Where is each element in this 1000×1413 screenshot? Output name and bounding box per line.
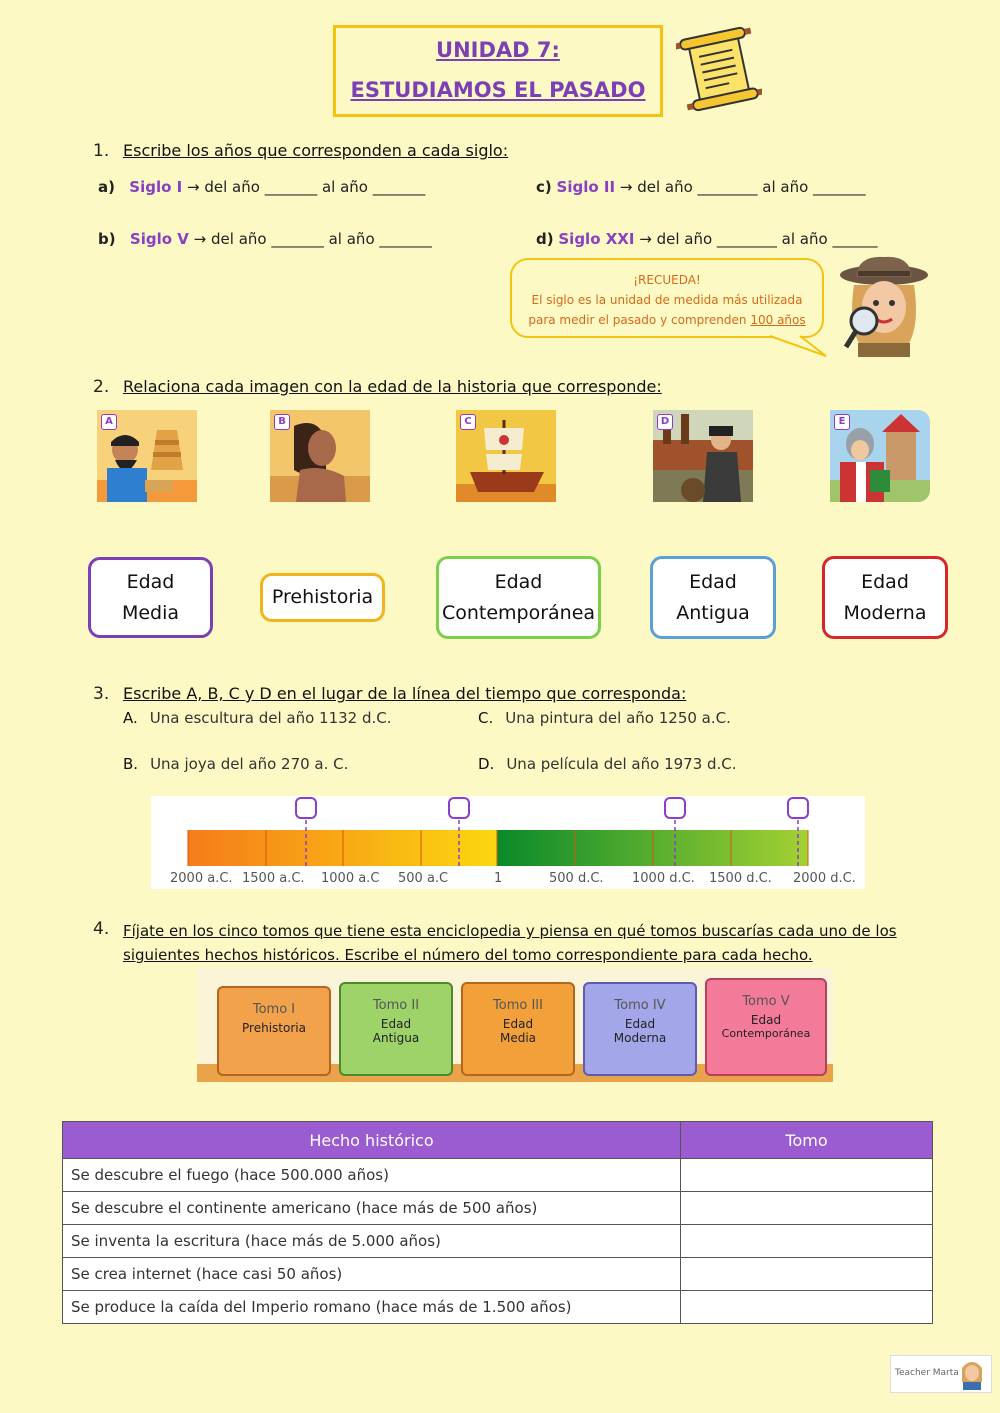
item-text: del año ________ al año _______ <box>637 178 866 196</box>
scroll-icon <box>676 25 762 113</box>
badge-e: E <box>834 414 850 430</box>
q1-text: Escribe los años que corresponden a cada siglo: <box>123 141 509 160</box>
item-letter: b) <box>98 230 116 248</box>
table-row <box>63 1258 933 1291</box>
tl-label-1: 2000 a.C. <box>170 871 233 886</box>
hecho-cell: Se crea internet (hace casi 50 años) <box>63 1258 681 1291</box>
siglo-label: Siglo II <box>556 178 616 196</box>
book-title-line-1: Edad <box>624 1017 656 1031</box>
badge-b: B <box>274 414 290 430</box>
badge-c: C <box>460 414 476 430</box>
book-tomo-label: Tomo III <box>493 998 543 1013</box>
encyclopedia-books <box>197 968 833 1082</box>
q4-text-line-2: siguientes hechos históricos. Escribe el número del tomo correspondiente para cada hecho. <box>123 946 813 964</box>
image-e <box>830 410 930 502</box>
q3-number: 3. <box>93 684 110 704</box>
q3-item-d: D. Una película del año 1973 d.C. <box>478 755 737 773</box>
book-tomo-label: Tomo V <box>742 994 790 1009</box>
hechos-table <box>62 1121 933 1324</box>
badge-a: A <box>101 414 117 430</box>
tl-label-2: 1500 a.C. <box>242 871 305 886</box>
item-text: del año _______ al año _______ <box>211 230 432 248</box>
table-row <box>63 1291 933 1324</box>
item-letter: c) <box>536 178 552 196</box>
book-tomo-label: Tomo II <box>372 998 420 1013</box>
image-c <box>456 410 556 502</box>
era-line-1: Edad <box>689 570 737 593</box>
siglo-label: Siglo XXI <box>558 230 635 248</box>
era-line-1: Edad <box>861 570 909 593</box>
tl-label-5: 1 <box>494 871 503 886</box>
era-line-1: Prehistoria <box>271 586 374 608</box>
item-text: del año ________ al año ______ <box>656 230 878 248</box>
book-title-line-2: Contemporánea <box>721 1027 811 1040</box>
item-text: del año _______ al año _______ <box>204 178 426 196</box>
detective-avatar-icon <box>836 255 932 357</box>
q3-item-a: A. Una escultura del año 1132 d.C. <box>123 709 392 727</box>
era-box-edad-antigua[interactable] <box>650 556 776 639</box>
title-line-2: ESTUDIAMOS EL PASADO <box>350 78 646 102</box>
q3-item-b: B. Una joya del año 270 a. C. <box>123 755 349 773</box>
q1-item-d[interactable] <box>536 230 877 248</box>
siglo-label: Siglo V <box>129 230 189 248</box>
q1-number: 1. <box>93 141 110 161</box>
tomo-input-cell[interactable] <box>681 1258 933 1291</box>
teacher-avatar-icon <box>957 1358 987 1390</box>
title-line-1: UNIDAD 7: <box>436 38 560 62</box>
table-row <box>63 1225 933 1258</box>
hecho-cell: Se produce la caída del Imperio romano (hace más de 1.500 años) <box>63 1291 681 1324</box>
book-title-line-2: Media <box>499 1031 537 1045</box>
reminder-bubble <box>510 258 824 338</box>
bubble-tail <box>760 334 830 358</box>
era-line-2: Moderna <box>843 601 927 624</box>
tl-label-3: 1000 a.C <box>321 871 380 886</box>
q4-text <box>123 919 943 967</box>
title-box <box>333 25 663 117</box>
reminder-line-2: para medir el pasado y comprenden 100 años <box>528 313 806 327</box>
credit-text: Teacher Marta <box>895 1368 959 1378</box>
q1-item-c[interactable] <box>536 178 866 196</box>
tomo-input-cell[interactable] <box>681 1159 933 1192</box>
era-line-2: Contemporánea <box>441 601 596 624</box>
badge-d: D <box>657 414 673 430</box>
q3-item-c: C. Una pintura del año 1250 a.C. <box>478 709 731 727</box>
tl-label-7: 1000 d.C. <box>632 871 695 886</box>
book-tomo-4 <box>583 982 697 1076</box>
reminder-line-1: El siglo es la unidad de medida más utilizada <box>531 293 803 307</box>
book-title-line-1: Edad <box>380 1017 412 1031</box>
book-title-line-1: Edad <box>750 1013 782 1027</box>
reminder-highlight: 100 años <box>750 313 806 327</box>
era-box-edad-media[interactable] <box>88 557 213 638</box>
era-line-2: Antigua <box>676 601 750 624</box>
book-tomo-2 <box>339 982 453 1076</box>
teacher-credit <box>890 1355 992 1393</box>
tl-label-8: 1500 d.C. <box>709 871 772 886</box>
tomo-input-cell[interactable] <box>681 1225 933 1258</box>
hecho-cell: Se descubre el fuego (hace 500.000 años) <box>63 1159 681 1192</box>
book-tomo-3 <box>461 982 575 1076</box>
q1-item-a[interactable] <box>98 178 425 196</box>
siglo-label: Siglo I <box>129 178 183 196</box>
hecho-cell: Se inventa la escritura (hace más de 5.000 años) <box>63 1225 681 1258</box>
q4-number: 4. <box>93 919 110 939</box>
tl-label-4: 500 a.C <box>398 871 449 886</box>
image-b <box>270 410 370 502</box>
era-line-1: Edad <box>126 570 175 593</box>
book-tomo-label: Tomo IV <box>614 998 666 1013</box>
q2-number: 2. <box>93 377 110 397</box>
arrow-icon: → <box>193 230 207 248</box>
reminder-title: ¡RECUEDA! <box>633 273 701 287</box>
arrow-icon: → <box>619 178 633 196</box>
q3-text: Escribe A, B, C y D en el lugar de la línea del tiempo que corresponda: <box>123 684 687 703</box>
book-tomo-label: Tomo I <box>252 1002 296 1017</box>
q4-text-line-1: Fíjate en los cinco tomos que tiene esta enciclopedia y piensa en qué tomos buscarías cada uno de los <box>123 922 897 940</box>
book-tomo-1 <box>217 986 331 1076</box>
image-a <box>97 410 197 502</box>
tl-label-6: 500 d.C. <box>549 871 604 886</box>
book-title-line-2: Moderna <box>613 1031 667 1045</box>
era-line-1: Edad <box>494 570 543 593</box>
item-letter: a) <box>98 178 115 196</box>
q1-item-b[interactable] <box>98 230 432 248</box>
table-header-row <box>63 1122 933 1159</box>
hecho-cell: Se descubre el continente americano (hace más de 500 años) <box>63 1192 681 1225</box>
era-box-edad-moderna[interactable] <box>822 556 948 639</box>
item-letter: d) <box>536 230 554 248</box>
book-title-line-2: Antigua <box>372 1031 420 1045</box>
book-title-line-1: Prehistoria <box>242 1021 306 1035</box>
arrow-icon: → <box>639 230 652 248</box>
arrow-icon: → <box>187 178 200 196</box>
book-title-line-1: Edad <box>502 1017 534 1031</box>
table-row <box>63 1159 933 1192</box>
timeline <box>151 796 865 889</box>
era-box-prehistoria[interactable] <box>260 573 385 622</box>
image-d <box>653 410 753 502</box>
tl-label-9: 2000 d.C. <box>793 871 856 886</box>
q2-text: Relaciona cada imagen con la edad de la historia que corresponde: <box>123 377 662 396</box>
era-line-2: Media <box>121 601 180 624</box>
era-box-edad-contemporanea[interactable] <box>436 556 601 639</box>
table-row <box>63 1192 933 1225</box>
header-hecho: Hecho histórico <box>63 1122 681 1159</box>
book-tomo-5 <box>705 978 827 1076</box>
header-tomo: Tomo <box>681 1122 933 1159</box>
tomo-input-cell[interactable] <box>681 1192 933 1225</box>
tomo-input-cell[interactable] <box>681 1291 933 1324</box>
